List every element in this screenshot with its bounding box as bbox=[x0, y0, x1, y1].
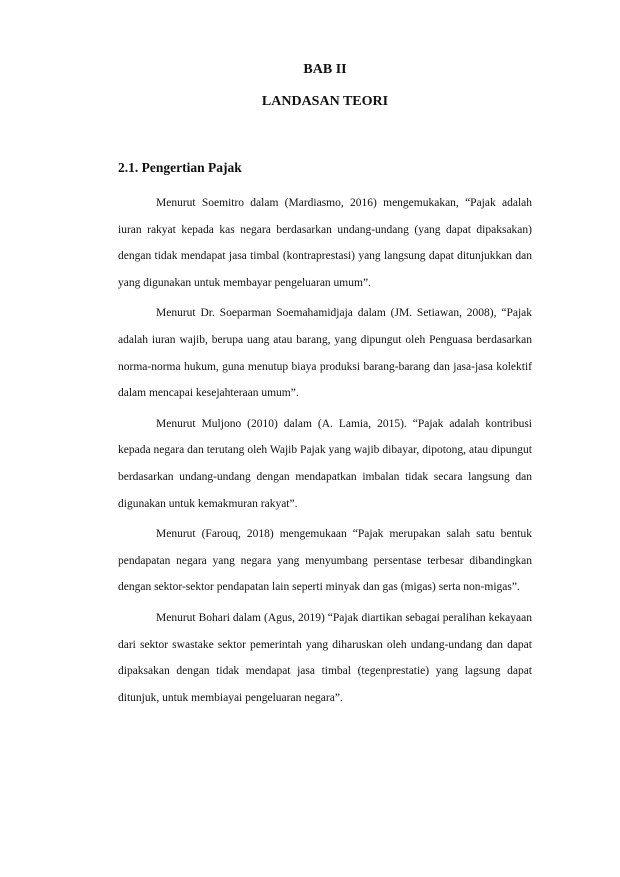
paragraph-soeparman: Menurut Dr. Soeparman Soemahamidjaja dalam (JM. Setiawan, 2008), “Pajak adalah iuran wajib, berupa uang atau barang, yang dipungut oleh Penguasa berdasarkan norma-norma hukum, guna menutup biaya produksi barang-barang dan jasa-jasa kolektif dalam mencapai kesejahteraan umum”. bbox=[118, 307, 532, 400]
paragraph-muljono: Menurut Muljono (2010) dalam (A. Lamia, 2015). “Pajak adalah kontribusi kepada negara dan terutang oleh Wajib Pajak yang wajib dibayar, dipotong, atau dipungut berdasarkan undang-undang dengan mendapatkan imbalan tidak secara langsung dan digunakan untuk kemakmuran rakyat”. bbox=[118, 417, 532, 510]
paragraph-soemitro: Menurut Soemitro dalam (Mardiasmo, 2016) mengemukakan, “Pajak adalah iuran rakyat kepada kas negara berdasarkan undang-undang (yang dapat dipaksakan) dengan tidak mendapat jasa timbal (kontraprestasi) yang langsung dapat ditunjukkan dan yang digunakan untuk membayar pengeluaran umum”. bbox=[118, 197, 532, 289]
section-heading: 2.1. Pengertian Pajak bbox=[118, 160, 242, 175]
paragraph-bohari: Menurut Bohari dalam (Agus, 2019) “Pajak diartikan sebagai peralihan kekayaan dari sektor swastake sektor pemerintah yang diharuskan oleh undang-undang dan dapat dipaksakan dengan tidak mendapat jasa timbal (tegenprestatie) yang lagsung dapat ditunjuk, untuk membiayai pengeluaran negara”. bbox=[118, 611, 532, 704]
body-text bbox=[118, 190, 532, 715]
paragraph-farouq: Menurut (Farouq, 2018) mengemukaan “Pajak merupakan salah satu bentuk pendapatan negara yang negara yang menyumbang persentase terbesar dibandingkan dengan sektor-sektor pendapatan lain seperti minyak dan gas (migas) serta non-migas”. bbox=[118, 528, 532, 594]
chapter-title: BAB II bbox=[303, 62, 347, 77]
chapter-subtitle: LANDASAN TEORI bbox=[261, 94, 389, 109]
